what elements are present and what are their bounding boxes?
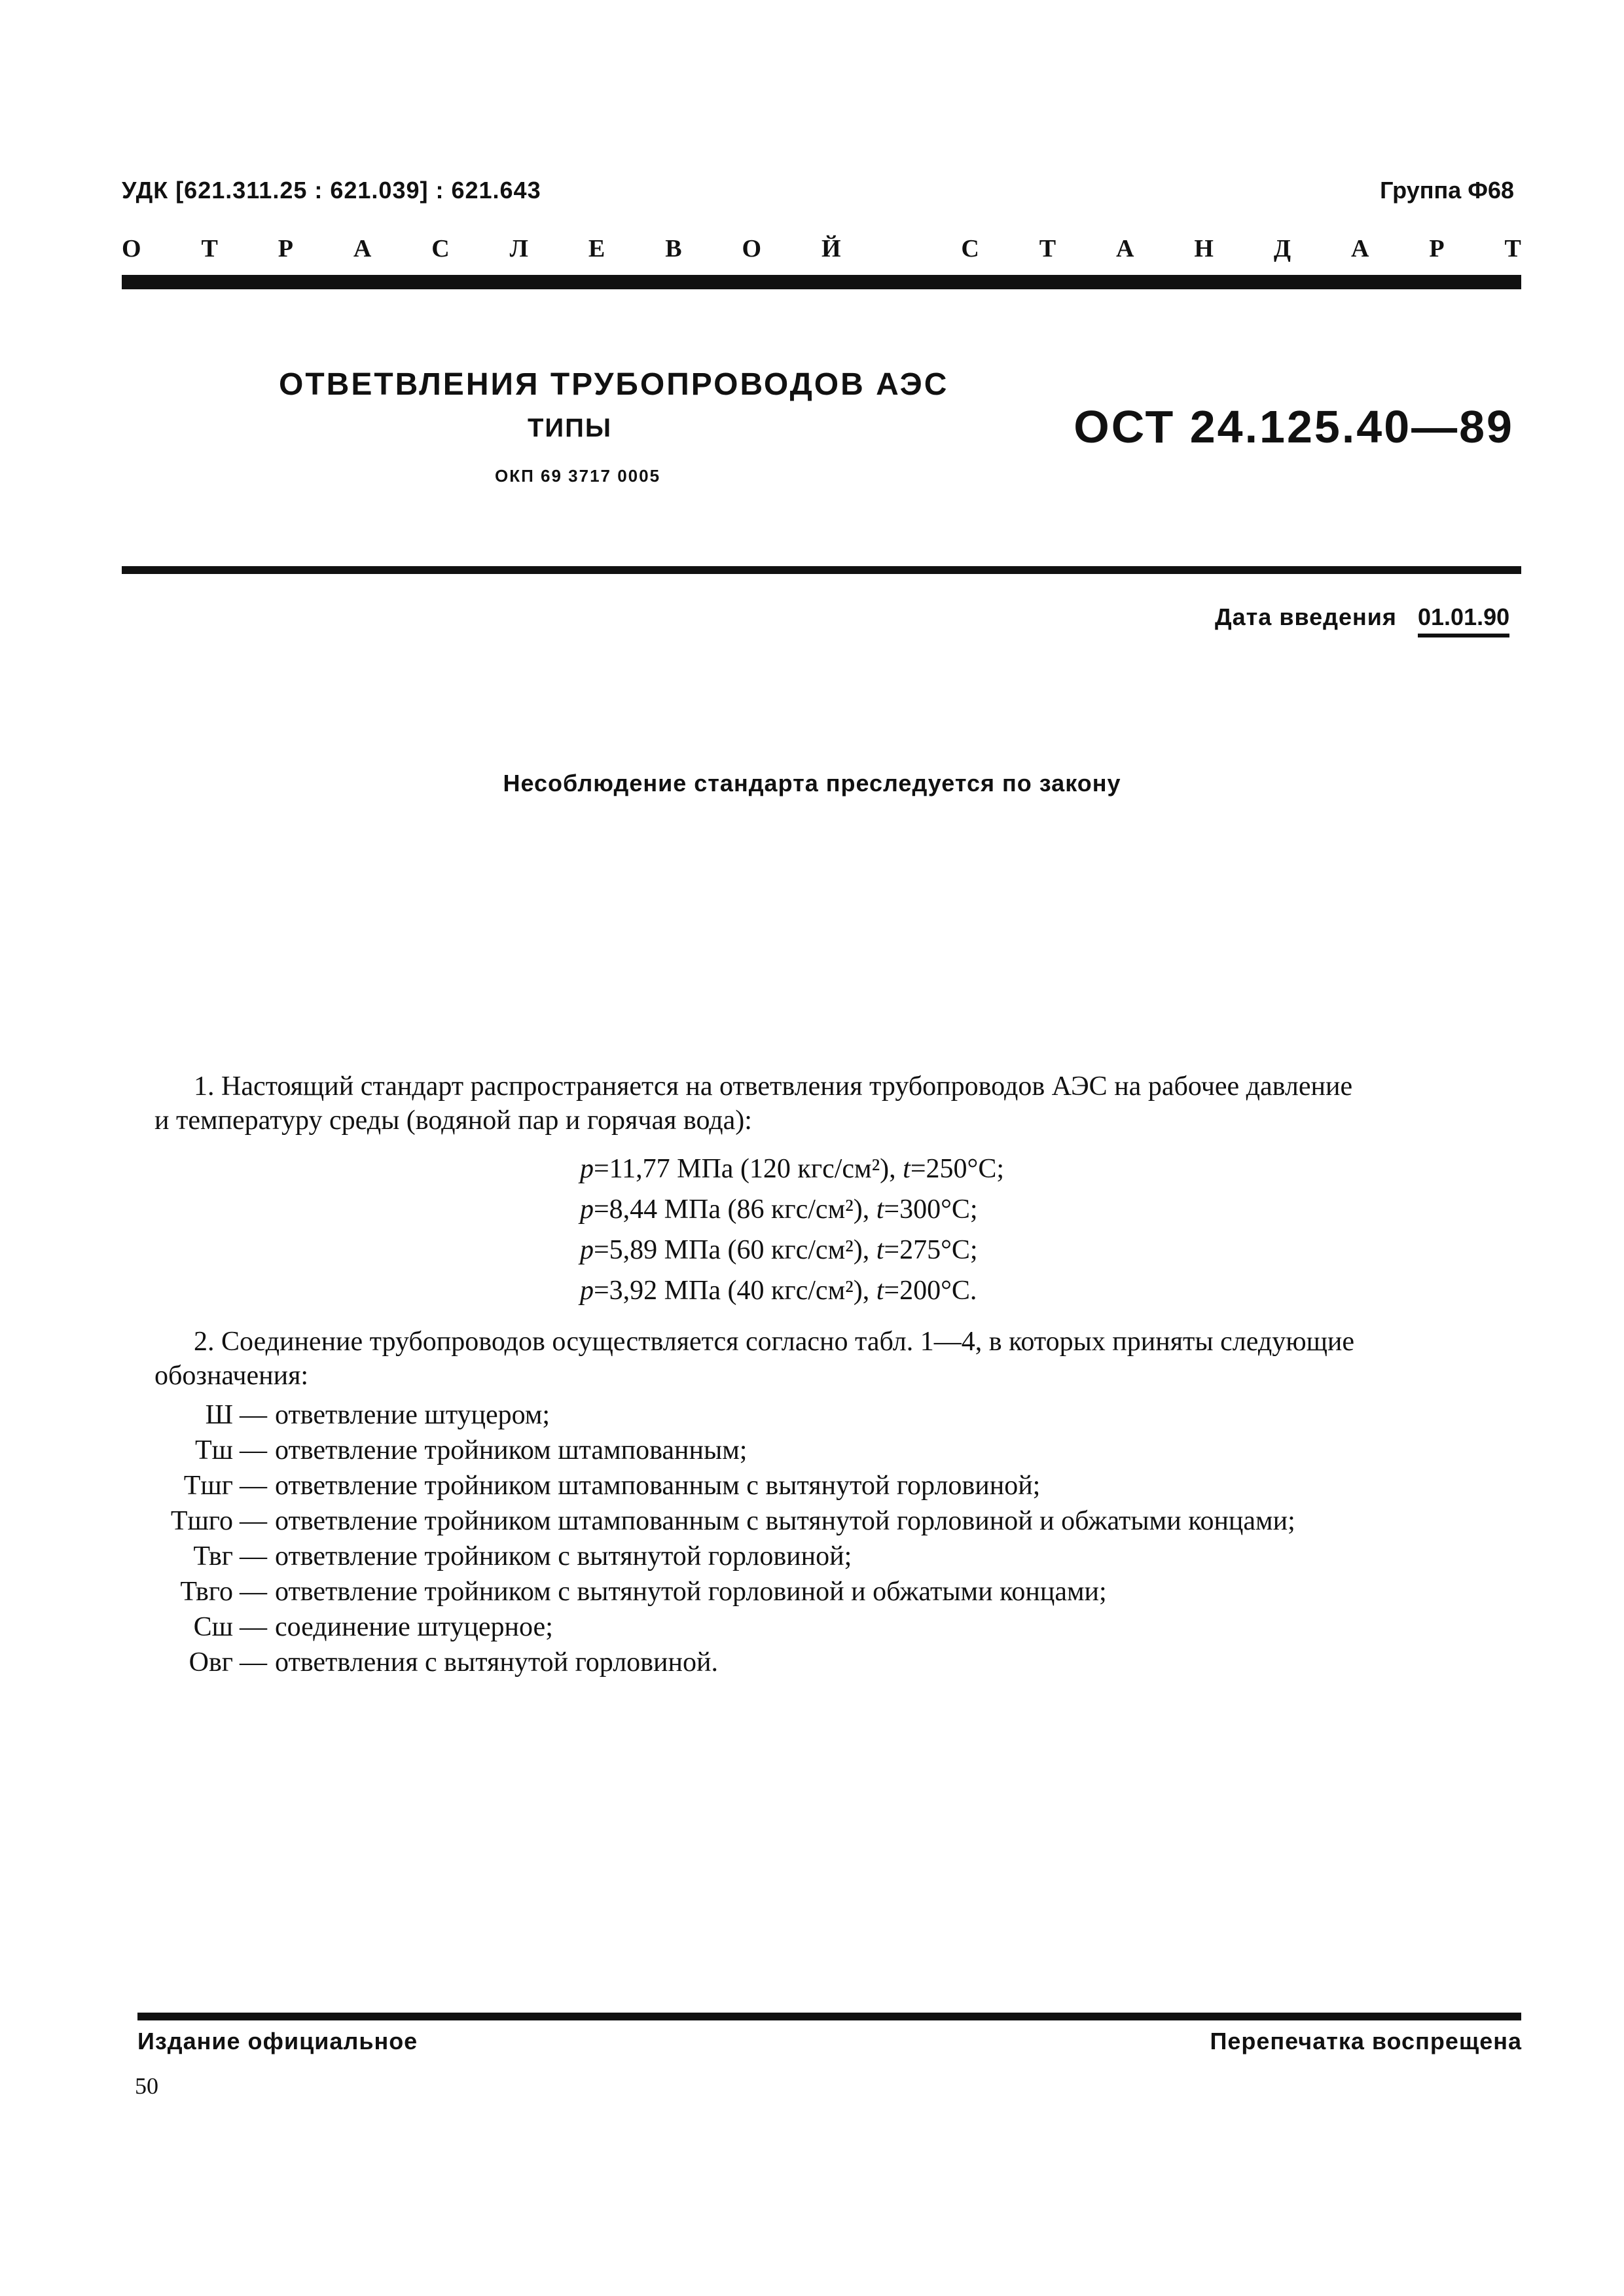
- designation-text: ответвление тройником штампованным с вытянутой горловиной;: [275, 1471, 1041, 1501]
- designation-text: ответвление штуцером;: [275, 1400, 550, 1430]
- designation-text: ответвления с вытянутой горловиной.: [275, 1647, 718, 1677]
- heading-letter: О: [742, 235, 762, 262]
- formula-part: =8,44 МПа (86 кгс/см²),: [594, 1194, 876, 1225]
- heading-letter: В: [665, 235, 682, 262]
- standard-type-heading: [122, 234, 1521, 263]
- designation-abbreviation: Овг: [189, 1647, 233, 1677]
- introduction-date-value: 01.01.90: [1418, 603, 1509, 637]
- formula-part: =275°C;: [884, 1235, 978, 1265]
- heading-letter: О: [122, 235, 141, 262]
- legal-notice: Несоблюдение стандарта преследуется по закону: [503, 770, 1121, 797]
- header-rule: [122, 275, 1521, 289]
- okp-code: ОКП 69 3717 0005: [495, 466, 661, 486]
- heading-letter: Р: [278, 235, 293, 262]
- pressure-symbol: p: [580, 1235, 594, 1265]
- designation-abbreviation: Тшг: [183, 1471, 233, 1501]
- designation-text: ответвление тройником с вытянутой горловиной и обжатыми концами;: [275, 1577, 1107, 1607]
- designation-abbreviation: Тш: [195, 1435, 233, 1465]
- designation-dash: —: [240, 1612, 267, 1642]
- designation-dash: —: [240, 1471, 267, 1501]
- heading-letter: А: [1350, 235, 1369, 262]
- heading-letter: Л: [509, 235, 528, 262]
- heading-letter: С: [431, 235, 450, 262]
- temperature-symbol: t: [876, 1194, 884, 1225]
- udk-code: УДК [621.311.25 : 621.039] : 621.643: [122, 177, 541, 204]
- formula-part: =250°C;: [910, 1154, 1005, 1184]
- pressure-symbol: p: [580, 1154, 594, 1184]
- temperature-symbol: t: [876, 1235, 884, 1265]
- heading-letter: Е: [588, 235, 605, 262]
- pressure-temperature-formula: [580, 1153, 1004, 1185]
- introduction-date-label: Дата введения: [1215, 603, 1397, 630]
- paragraph-line: 2. Соединение трубопроводов осуществляется согласно табл. 1—4, в которых приняты следующие: [194, 1327, 1355, 1357]
- designation-dash: —: [240, 1541, 267, 1571]
- reprint-notice: Перепечатка воспрещена: [1210, 2028, 1522, 2054]
- pressure-temperature-formula: [580, 1194, 978, 1225]
- designation-dash: —: [240, 1506, 267, 1536]
- designation-abbreviation: Твго: [180, 1577, 233, 1607]
- designation-text: ответвление тройником штампованным;: [275, 1435, 748, 1465]
- designation-text: ответвление тройником с вытянутой горловиной;: [275, 1541, 852, 1571]
- edition-label: Издание официальное: [137, 2028, 418, 2054]
- designation-dash: —: [240, 1435, 267, 1465]
- formula-part: =200°C.: [884, 1276, 977, 1306]
- designation-text: соединение штуцерное;: [275, 1612, 553, 1642]
- designation-dash: —: [240, 1400, 267, 1430]
- group-code: Группа Ф68: [1380, 177, 1514, 204]
- standard-designation: ОСТ 24.125.40—89: [1074, 401, 1514, 452]
- footer-rule: [137, 2013, 1521, 2020]
- heading-letter: С: [961, 235, 979, 262]
- pressure-temperature-formula: [580, 1275, 977, 1306]
- heading-letter: Т: [1039, 235, 1056, 262]
- paragraph-line: обозначения:: [154, 1361, 309, 1391]
- heading-letter: А: [1116, 235, 1134, 262]
- designation-text: ответвление тройником штампованным с вытянутой горловиной и обжатыми концами;: [275, 1506, 1295, 1536]
- pressure-symbol: p: [580, 1194, 594, 1225]
- designation-dash: —: [240, 1577, 267, 1607]
- heading-letter: А: [353, 235, 372, 262]
- formula-part: =3,92 МПа (40 кгс/см²),: [594, 1276, 876, 1306]
- designation-dash: —: [240, 1647, 267, 1677]
- paragraph-line: и температуру среды (водяной пар и горячая вода):: [154, 1105, 752, 1136]
- designation-abbreviation: Твг: [193, 1541, 233, 1571]
- designation-abbreviation: Тшго: [170, 1506, 233, 1536]
- designation-abbreviation: Ш: [205, 1400, 233, 1430]
- formula-part: =300°C;: [884, 1194, 978, 1225]
- heading-letter: Д: [1273, 235, 1291, 262]
- heading-letter: Р: [1429, 235, 1445, 262]
- heading-letter: Т: [201, 235, 218, 262]
- pressure-temperature-formula: [580, 1234, 978, 1266]
- pressure-symbol: p: [580, 1276, 594, 1306]
- formula-part: =11,77 МПа (120 кгс/см²),: [594, 1154, 903, 1184]
- paragraph-designations: [154, 1325, 1523, 1393]
- paragraph-line: 1. Настоящий стандарт распространяется на ответвления трубопроводов АЭС на рабочее давление: [194, 1071, 1353, 1102]
- temperature-symbol: t: [876, 1276, 884, 1306]
- page-number: 50: [135, 2073, 158, 2099]
- document-title: ОТВЕТВЛЕНИЯ ТРУБОПРОВОДОВ АЭС: [279, 367, 949, 402]
- heading-letter: Н: [1194, 235, 1214, 262]
- paragraph-scope: [154, 1069, 1523, 1138]
- heading-letter: Т: [1504, 235, 1521, 262]
- title-rule: [122, 566, 1521, 574]
- document-subtitle: ТИПЫ: [528, 414, 613, 442]
- formula-part: =5,89 МПа (60 кгс/см²),: [594, 1235, 876, 1265]
- temperature-symbol: t: [903, 1154, 911, 1184]
- heading-letter: Й: [821, 235, 841, 262]
- designation-abbreviation: Сш: [193, 1612, 233, 1642]
